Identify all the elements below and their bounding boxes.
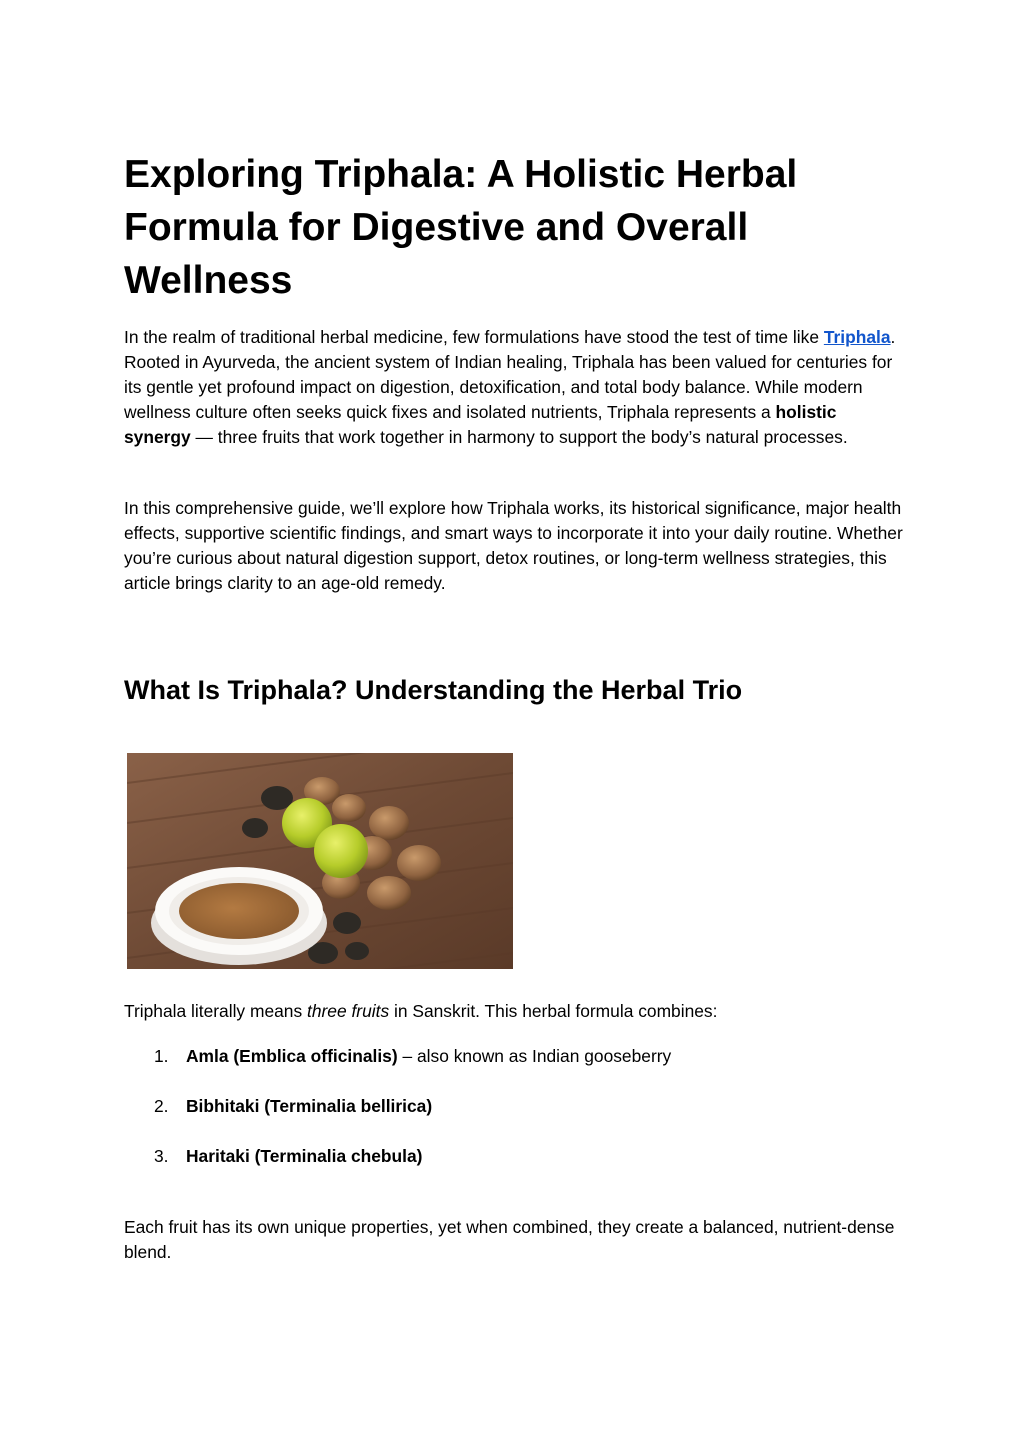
fruit-name: Haritaki (Terminalia chebula) <box>186 1146 423 1166</box>
meaning-italic-text: three fruits <box>307 1001 390 1021</box>
intro-text-3: — three fruits that work together in harmony to support the body’s natural processes. <box>190 427 848 447</box>
section-heading: What Is Triphala? Understanding the Herbal Trio <box>124 675 743 705</box>
list-item <box>124 1044 671 1094</box>
meaning-text-2: in Sanskrit. This herbal formula combines: <box>389 1001 718 1021</box>
list-item <box>124 1094 671 1144</box>
fruit-note: – also known as Indian gooseberry <box>397 1046 672 1066</box>
list-number: 2. <box>154 1096 169 1116</box>
closing-paragraph: Each fruit has its own unique properties, yet when combined, they create a balanced, nutrient-dense blend. <box>124 1217 895 1262</box>
guide-paragraph: In this comprehensive guide, we’ll explore how Triphala works, its historical significance, major health effects, supportive scientific findings, and smart ways to incorporate it into your daily routine. Whether you’re curious about natural digestion support, detox routines, or long-term wellness strategies, this article brings clarity to an age-old remedy. <box>124 498 903 593</box>
triphala-photo <box>127 753 513 969</box>
list-number: 1. <box>154 1046 169 1066</box>
intro-paragraph <box>124 325 904 450</box>
fruit-name: Bibhitaki (Terminalia bellirica) <box>186 1096 433 1116</box>
article-title: Exploring Triphala: A Holistic Herbal Formula for Digestive and Overall Wellness <box>124 153 798 302</box>
list-item <box>124 1144 671 1194</box>
triphala-link[interactable]: Triphala <box>823 327 891 347</box>
intro-text-1: In the realm of traditional herbal medicine, few formulations have stood the test of time like <box>124 327 824 347</box>
fruit-name: Amla (Emblica officinalis) <box>186 1046 398 1066</box>
meaning-paragraph <box>124 999 904 1024</box>
intro-bold-text: holistic synergy <box>124 402 837 447</box>
fruit-list <box>124 1044 671 1194</box>
list-number: 3. <box>154 1146 169 1166</box>
intro-text-2: . Rooted in Ayurveda, the ancient system of Indian healing, Triphala has been valued for centuries for its gentle yet profound impact on digestion, detoxification, and total body balance. While modern wellness culture often seeks quick fixes and isolated nutrients, Triphala represents a <box>124 327 896 422</box>
meaning-text-1: Triphala literally means <box>124 1001 307 1021</box>
